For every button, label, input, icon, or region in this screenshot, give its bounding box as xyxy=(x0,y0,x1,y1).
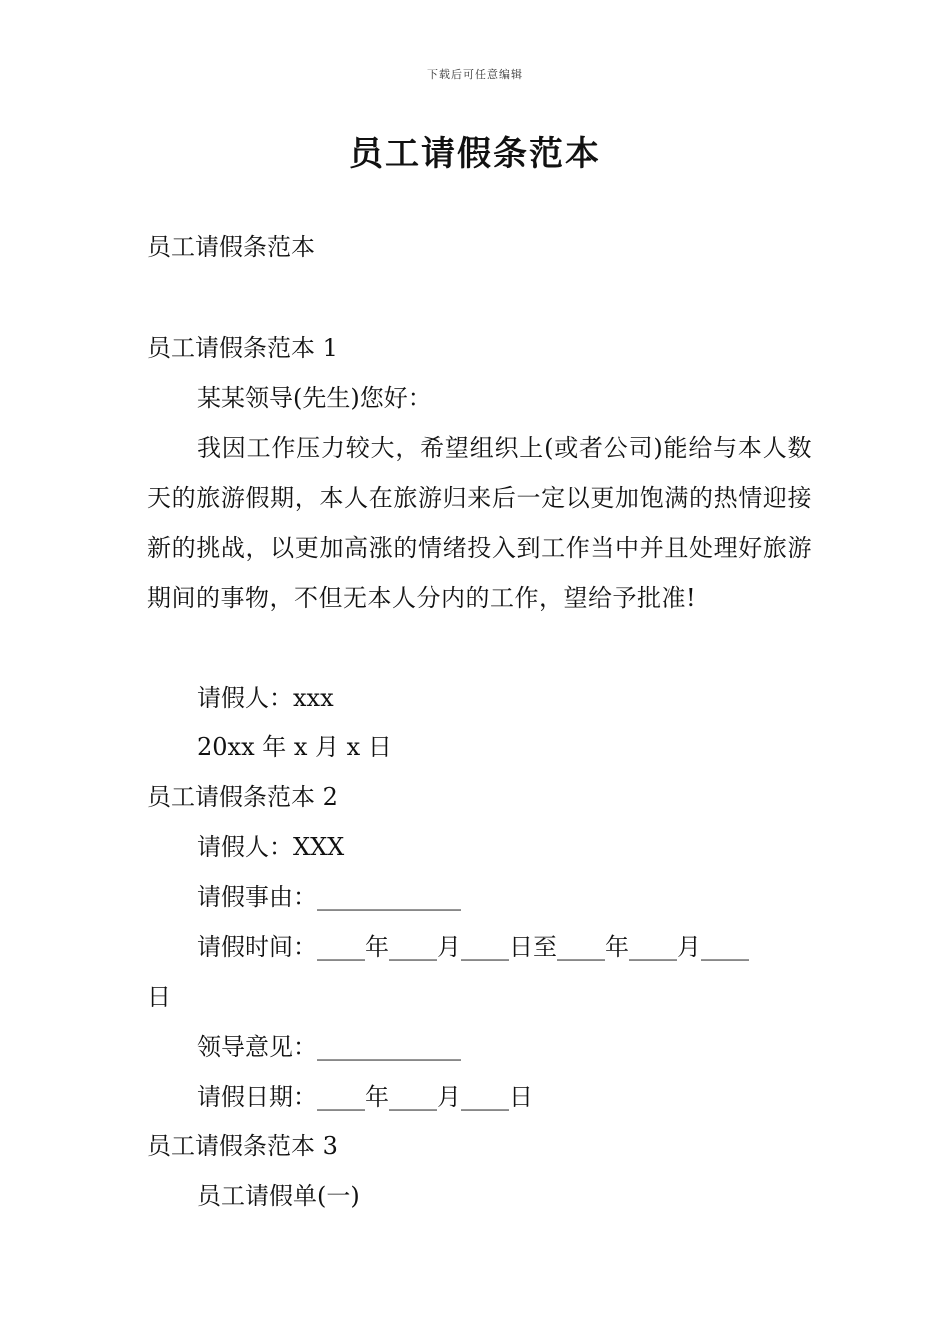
body-paragraph: 我因工作压力较大，希望组织上(或者公司)能给与本人数天的旅游假期，本人在旅游归来后一定以更加饱满的热情迎接新的挑战，以更加高涨的情绪投入到工作当中并且处理好旅游期间的事物，不但无本人分内的工作，望给予批准! xyxy=(147,434,812,612)
form-title: 员工请假单(一) xyxy=(197,1182,360,1210)
reason-line: 请假事由：____________ xyxy=(197,883,461,911)
document-title: 员工请假条范本 xyxy=(349,134,601,174)
subtitle: 员工请假条范本 xyxy=(147,233,315,261)
section-heading-1: 员工请假条范本 1 xyxy=(147,334,338,362)
date-line-1: 20xx 年 x 月 x 日 xyxy=(197,733,392,761)
signer-line-1: 请假人：xxx xyxy=(197,684,334,712)
leader-opinion-line: 领导意见：____________ xyxy=(197,1033,461,1061)
section-heading-2: 员工请假条范本 2 xyxy=(147,783,338,811)
section-heading-3: 员工请假条范本 3 xyxy=(147,1132,338,1160)
greeting: 某某领导(先生)您好： xyxy=(197,384,432,412)
signer-line-2: 请假人：XXX xyxy=(197,833,345,861)
leave-date-line: 请假日期：____年____月____日 xyxy=(197,1083,533,1111)
leave-time-line: 请假时间：____年____月____日至____年____月____ xyxy=(197,933,749,961)
leave-time-line-cont: 日 xyxy=(147,983,171,1011)
header-note: 下载后可任意编辑 xyxy=(427,68,523,81)
